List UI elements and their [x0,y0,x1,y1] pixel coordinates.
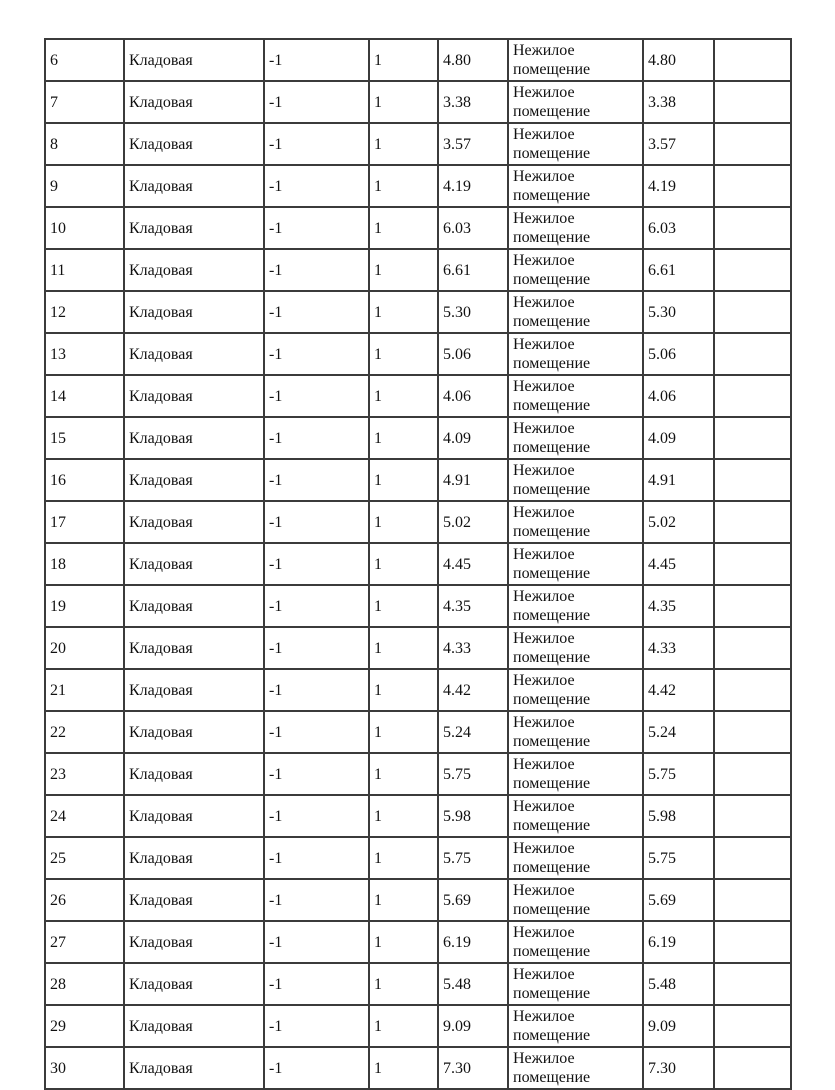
area-total-cell: 5.75 [643,837,714,879]
floor-cell: -1 [264,879,369,921]
table-row [45,963,791,1005]
room-name-cell: Кладовая [124,333,264,375]
empty-cell [714,921,791,963]
room-name-cell: Кладовая [124,837,264,879]
area-cell: 7.30 [438,1047,508,1089]
count-cell: 1 [369,81,438,123]
count-cell: 1 [369,249,438,291]
room-name-cell: Кладовая [124,39,264,81]
table-row [45,1047,791,1089]
count-cell: 1 [369,165,438,207]
premise-type-cell: Нежилое помещение [508,81,643,123]
empty-cell [714,459,791,501]
count-cell: 1 [369,375,438,417]
count-cell: 1 [369,207,438,249]
count-cell: 1 [369,1005,438,1047]
area-total-cell: 5.06 [643,333,714,375]
table-row [45,1005,791,1047]
table-row [45,291,791,333]
empty-cell [714,669,791,711]
premise-type-cell: Нежилое помещение [508,585,643,627]
empty-cell [714,501,791,543]
row-number-cell: 22 [45,711,124,753]
table-row [45,207,791,249]
table-row [45,165,791,207]
row-number-cell: 19 [45,585,124,627]
area-total-cell: 4.19 [643,165,714,207]
empty-cell [714,417,791,459]
room-name-cell: Кладовая [124,123,264,165]
area-total-cell: 4.91 [643,459,714,501]
count-cell: 1 [369,39,438,81]
room-name-cell: Кладовая [124,963,264,1005]
premise-type-cell: Нежилое помещение [508,501,643,543]
area-total-cell: 6.03 [643,207,714,249]
row-number-cell: 24 [45,795,124,837]
area-total-cell: 4.45 [643,543,714,585]
floor-cell: -1 [264,669,369,711]
table-row [45,585,791,627]
count-cell: 1 [369,501,438,543]
area-total-cell: 4.09 [643,417,714,459]
table-row [45,711,791,753]
area-cell: 4.33 [438,627,508,669]
floor-cell: -1 [264,165,369,207]
premise-type-cell: Нежилое помещение [508,1005,643,1047]
premise-type-cell: Нежилое помещение [508,627,643,669]
table-row [45,417,791,459]
row-number-cell: 20 [45,627,124,669]
empty-cell [714,291,791,333]
premise-type-cell: Нежилое помещение [508,921,643,963]
floor-cell: -1 [264,291,369,333]
area-total-cell: 3.57 [643,123,714,165]
premise-type-cell: Нежилое помещение [508,165,643,207]
floor-cell: -1 [264,417,369,459]
row-number-cell: 14 [45,375,124,417]
table-row [45,81,791,123]
count-cell: 1 [369,1047,438,1089]
count-cell: 1 [369,459,438,501]
room-name-cell: Кладовая [124,501,264,543]
premise-type-cell: Нежилое помещение [508,669,643,711]
area-total-cell: 5.02 [643,501,714,543]
area-cell: 6.61 [438,249,508,291]
area-cell: 3.57 [438,123,508,165]
premise-type-cell: Нежилое помещение [508,39,643,81]
premise-type-cell: Нежилое помещение [508,291,643,333]
room-name-cell: Кладовая [124,753,264,795]
table-row [45,669,791,711]
empty-cell [714,39,791,81]
area-cell: 4.45 [438,543,508,585]
area-total-cell: 7.30 [643,1047,714,1089]
count-cell: 1 [369,879,438,921]
count-cell: 1 [369,963,438,1005]
empty-cell [714,711,791,753]
area-cell: 5.06 [438,333,508,375]
floor-cell: -1 [264,585,369,627]
room-name-cell: Кладовая [124,417,264,459]
count-cell: 1 [369,795,438,837]
row-number-cell: 23 [45,753,124,795]
floor-cell: -1 [264,123,369,165]
table-row [45,123,791,165]
empty-cell [714,627,791,669]
area-total-cell: 3.38 [643,81,714,123]
area-cell: 5.02 [438,501,508,543]
area-cell: 9.09 [438,1005,508,1047]
premise-type-cell: Нежилое помещение [508,459,643,501]
row-number-cell: 11 [45,249,124,291]
area-total-cell: 5.30 [643,291,714,333]
row-number-cell: 15 [45,417,124,459]
room-name-cell: Кладовая [124,543,264,585]
count-cell: 1 [369,669,438,711]
room-name-cell: Кладовая [124,669,264,711]
premise-type-cell: Нежилое помещение [508,1047,643,1089]
row-number-cell: 25 [45,837,124,879]
premise-type-cell: Нежилое помещение [508,711,643,753]
area-cell: 5.24 [438,711,508,753]
premise-type-cell: Нежилое помещение [508,417,643,459]
row-number-cell: 6 [45,39,124,81]
area-total-cell: 5.48 [643,963,714,1005]
area-total-cell: 9.09 [643,1005,714,1047]
area-cell: 5.98 [438,795,508,837]
area-total-cell: 4.33 [643,627,714,669]
storage-rooms-table [44,38,792,1090]
area-cell: 5.69 [438,879,508,921]
count-cell: 1 [369,921,438,963]
room-name-cell: Кладовая [124,1005,264,1047]
room-name-cell: Кладовая [124,207,264,249]
row-number-cell: 26 [45,879,124,921]
area-cell: 4.06 [438,375,508,417]
empty-cell [714,249,791,291]
area-cell: 5.30 [438,291,508,333]
table-row [45,627,791,669]
area-total-cell: 6.61 [643,249,714,291]
area-cell: 4.80 [438,39,508,81]
room-name-cell: Кладовая [124,81,264,123]
row-number-cell: 9 [45,165,124,207]
area-cell: 4.91 [438,459,508,501]
count-cell: 1 [369,123,438,165]
row-number-cell: 30 [45,1047,124,1089]
empty-cell [714,795,791,837]
table-row [45,375,791,417]
premise-type-cell: Нежилое помещение [508,795,643,837]
count-cell: 1 [369,417,438,459]
empty-cell [714,375,791,417]
empty-cell [714,165,791,207]
table-row [45,39,791,81]
table-row [45,879,791,921]
row-number-cell: 7 [45,81,124,123]
empty-cell [714,879,791,921]
room-name-cell: Кладовая [124,627,264,669]
premise-type-cell: Нежилое помещение [508,123,643,165]
empty-cell [714,543,791,585]
empty-cell [714,837,791,879]
premise-type-cell: Нежилое помещение [508,879,643,921]
premise-type-cell: Нежилое помещение [508,963,643,1005]
empty-cell [714,1005,791,1047]
area-cell: 5.75 [438,837,508,879]
area-cell: 5.48 [438,963,508,1005]
premise-type-cell: Нежилое помещение [508,249,643,291]
area-total-cell: 5.24 [643,711,714,753]
area-total-cell: 6.19 [643,921,714,963]
area-cell: 4.35 [438,585,508,627]
row-number-cell: 18 [45,543,124,585]
table-row [45,753,791,795]
floor-cell: -1 [264,81,369,123]
floor-cell: -1 [264,333,369,375]
floor-cell: -1 [264,1047,369,1089]
area-cell: 5.75 [438,753,508,795]
premise-type-cell: Нежилое помещение [508,333,643,375]
room-name-cell: Кладовая [124,291,264,333]
floor-cell: -1 [264,207,369,249]
table-row [45,837,791,879]
area-total-cell: 4.06 [643,375,714,417]
table-body [45,39,791,1089]
floor-cell: -1 [264,963,369,1005]
row-number-cell: 12 [45,291,124,333]
room-name-cell: Кладовая [124,165,264,207]
area-cell: 6.19 [438,921,508,963]
premise-type-cell: Нежилое помещение [508,375,643,417]
table-row [45,249,791,291]
room-name-cell: Кладовая [124,879,264,921]
floor-cell: -1 [264,39,369,81]
empty-cell [714,207,791,249]
room-name-cell: Кладовая [124,249,264,291]
floor-cell: -1 [264,459,369,501]
room-name-cell: Кладовая [124,375,264,417]
empty-cell [714,123,791,165]
premise-type-cell: Нежилое помещение [508,837,643,879]
room-name-cell: Кладовая [124,795,264,837]
empty-cell [714,753,791,795]
floor-cell: -1 [264,543,369,585]
floor-cell: -1 [264,501,369,543]
floor-cell: -1 [264,753,369,795]
area-cell: 4.09 [438,417,508,459]
empty-cell [714,585,791,627]
area-total-cell: 5.98 [643,795,714,837]
row-number-cell: 27 [45,921,124,963]
area-cell: 4.42 [438,669,508,711]
row-number-cell: 10 [45,207,124,249]
area-cell: 3.38 [438,81,508,123]
premise-type-cell: Нежилое помещение [508,543,643,585]
floor-cell: -1 [264,711,369,753]
row-number-cell: 13 [45,333,124,375]
table-row [45,501,791,543]
room-name-cell: Кладовая [124,459,264,501]
count-cell: 1 [369,543,438,585]
count-cell: 1 [369,291,438,333]
area-cell: 4.19 [438,165,508,207]
area-total-cell: 5.75 [643,753,714,795]
count-cell: 1 [369,753,438,795]
row-number-cell: 8 [45,123,124,165]
count-cell: 1 [369,837,438,879]
floor-cell: -1 [264,1005,369,1047]
area-total-cell: 5.69 [643,879,714,921]
count-cell: 1 [369,585,438,627]
table-row [45,459,791,501]
area-total-cell: 4.80 [643,39,714,81]
floor-cell: -1 [264,375,369,417]
row-number-cell: 29 [45,1005,124,1047]
room-name-cell: Кладовая [124,711,264,753]
room-name-cell: Кладовая [124,921,264,963]
area-cell: 6.03 [438,207,508,249]
table-row [45,333,791,375]
row-number-cell: 17 [45,501,124,543]
floor-cell: -1 [264,249,369,291]
row-number-cell: 28 [45,963,124,1005]
empty-cell [714,1047,791,1089]
table-row [45,795,791,837]
floor-cell: -1 [264,627,369,669]
floor-cell: -1 [264,795,369,837]
empty-cell [714,963,791,1005]
row-number-cell: 16 [45,459,124,501]
row-number-cell: 21 [45,669,124,711]
room-name-cell: Кладовая [124,1047,264,1089]
empty-cell [714,333,791,375]
floor-cell: -1 [264,921,369,963]
premise-type-cell: Нежилое помещение [508,207,643,249]
floor-cell: -1 [264,837,369,879]
area-total-cell: 4.42 [643,669,714,711]
area-total-cell: 4.35 [643,585,714,627]
count-cell: 1 [369,711,438,753]
count-cell: 1 [369,627,438,669]
table-row [45,543,791,585]
count-cell: 1 [369,333,438,375]
room-name-cell: Кладовая [124,585,264,627]
empty-cell [714,81,791,123]
table-row [45,921,791,963]
premise-type-cell: Нежилое помещение [508,753,643,795]
